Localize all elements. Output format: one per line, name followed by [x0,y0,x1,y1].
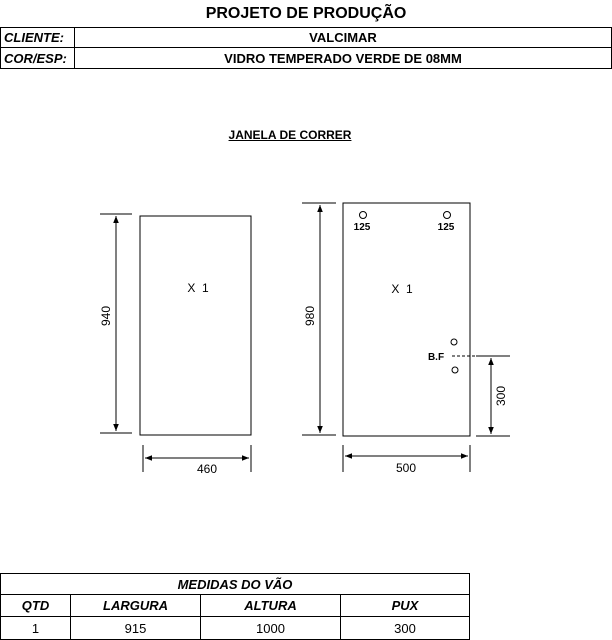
table-header-pux: PUX [340,594,470,617]
cliente-value: VALCIMAR [74,27,612,48]
table-header-qtd: QTD [0,594,71,617]
hole-icon [360,212,367,219]
table-header-altura: ALTURA [200,594,341,617]
piece1-width-label: 460 [196,462,218,476]
handle-hole-icon [451,339,457,345]
table-cell-qtd: 1 [0,616,71,640]
table-header-largura: LARGURA [70,594,201,617]
hole-icon [444,212,451,219]
table-title: MEDIDAS DO VÃO [0,573,470,595]
handle-hole-icon [452,367,458,373]
table-cell-largura: 915 [70,616,201,640]
piece2-qty-label: X 1 [391,282,413,296]
bf-label: B.F [427,352,445,363]
piece1-height-label: 940 [99,305,113,327]
glass-panel-1 [140,216,251,435]
piece2-height-label: 980 [303,305,317,327]
bf-height-label: 300 [494,385,508,407]
hole-left-label: 125 [353,222,371,233]
piece1-qty-label: X 1 [187,281,209,295]
drawing-title: JANELA DE CORRER [228,128,352,142]
cor-esp-label: COR/ESP: [0,47,75,69]
hole-right-label: 125 [437,222,455,233]
piece2-width-label: 500 [395,461,417,475]
cor-esp-value: VIDRO TEMPERADO VERDE DE 08MM [74,47,612,69]
table-cell-pux: 300 [340,616,470,640]
cliente-label: CLIENTE: [0,27,75,48]
glass-panel-2 [343,203,470,436]
page-title: PROJETO DE PRODUÇÃO [205,5,407,22]
table-cell-altura: 1000 [200,616,341,640]
